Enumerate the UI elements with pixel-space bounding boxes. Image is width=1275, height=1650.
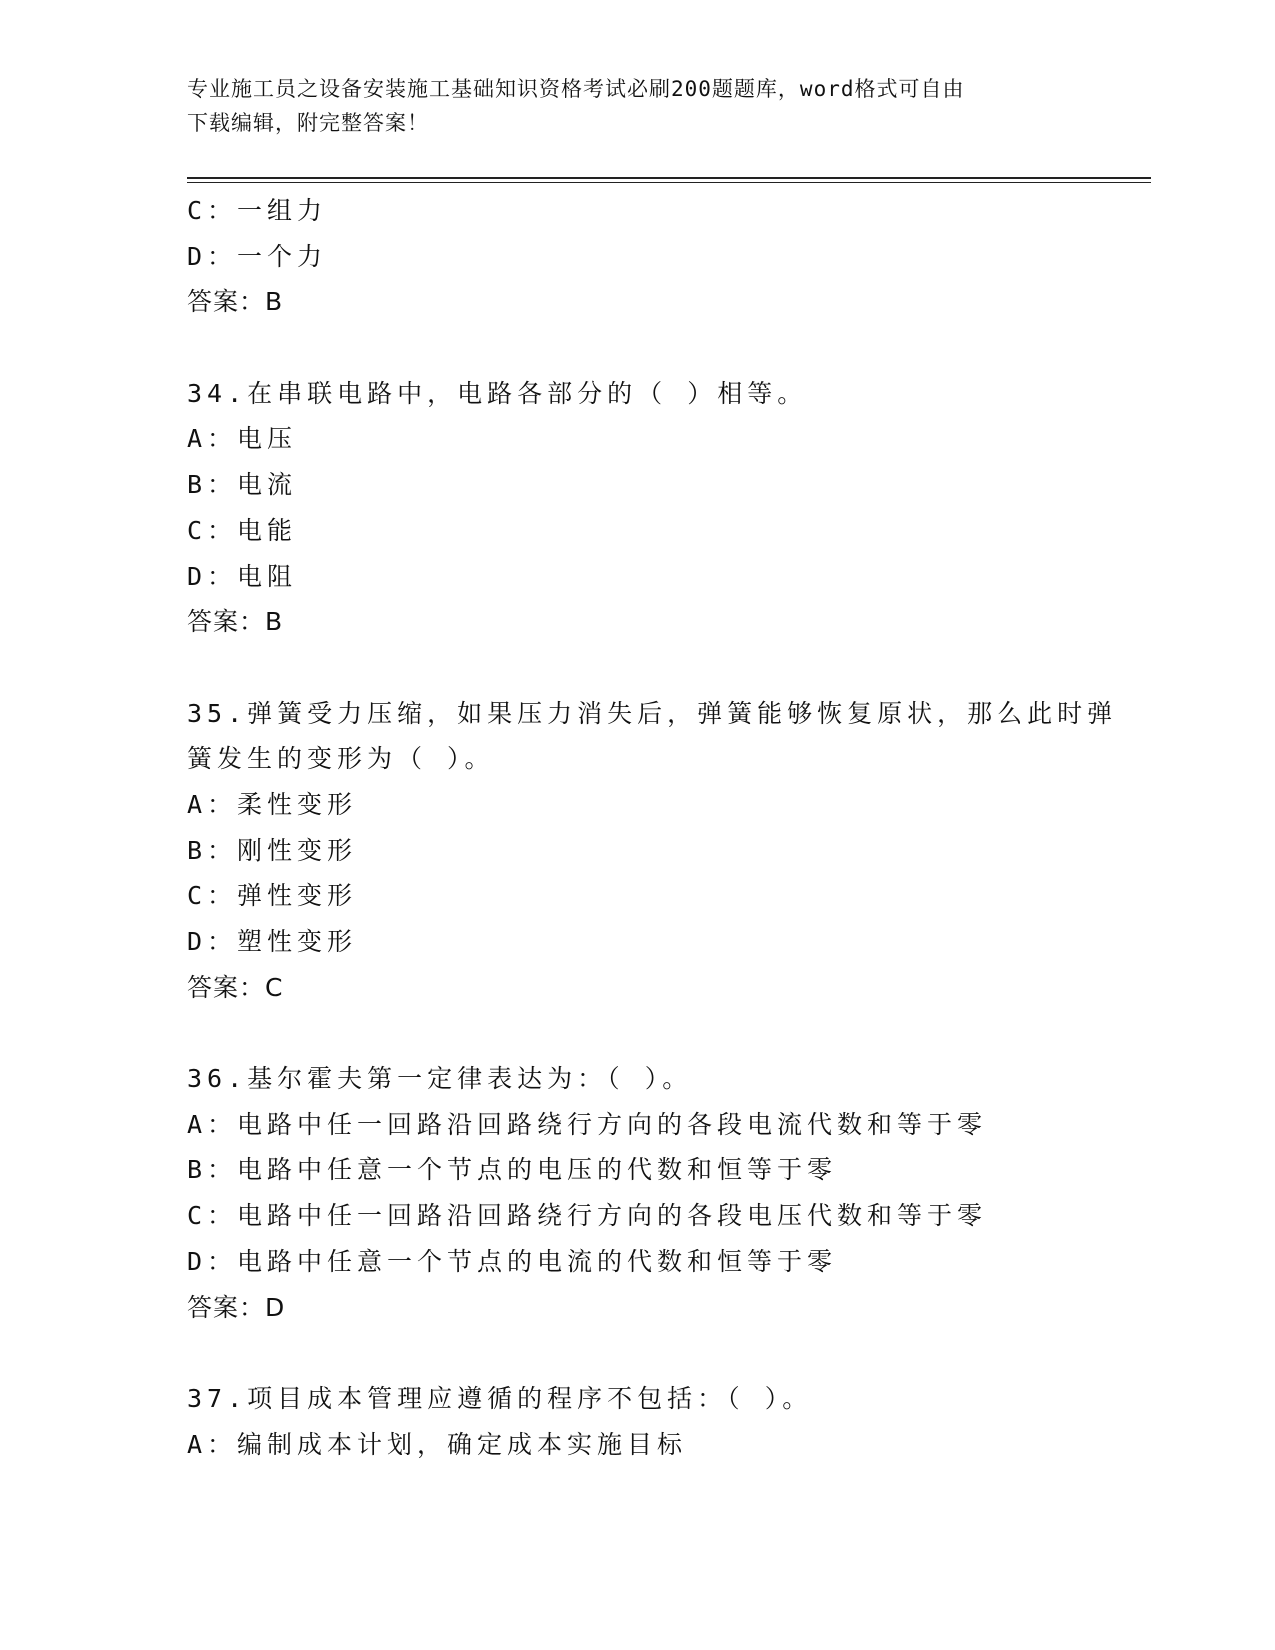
question-37: [187, 1376, 1087, 1467]
option-a: A：电路中任一回路沿回路绕行方向的各段电流代数和等于零: [187, 1109, 988, 1139]
header-line-2: 下载编辑，附完整答案！: [187, 111, 429, 135]
question-stem: 37.项目成本管理应遵循的程序不包括：（ ）。: [187, 1383, 813, 1413]
option-c: C：电能: [187, 515, 298, 545]
header-rule-thick: [187, 177, 1151, 179]
option-b: B：电路中任意一个节点的电压的代数和恒等于零: [187, 1155, 838, 1185]
header-line-1: 专业施工员之设备安装施工基础知识资格考试必刷200题题库，word格式可自由: [187, 77, 965, 101]
question-stem: 34.在串联电路中，电路各部分的（ ）相等。: [187, 378, 808, 408]
question-stem: 36.基尔霍夫第一定律表达为：（ ）。: [187, 1064, 693, 1094]
answer: 答案：B: [187, 287, 284, 317]
option-d: D：电路中任意一个节点的电流的代数和恒等于零: [187, 1246, 838, 1276]
option-d: D：塑性变形: [187, 927, 358, 956]
option-a: A：电压: [187, 424, 298, 454]
question-stem: 35.弹簧受力压缩，如果压力消失后，弹簧能够恢复原状，那么此时弹: [187, 698, 1118, 728]
question-stem-continued: 簧发生的变形为（ ）。: [187, 744, 495, 774]
option-c: C：电路中任一回路沿回路绕行方向的各段电压代数和等于零: [187, 1201, 988, 1231]
option-a: A：编制成本计划，确定成本实施目标: [187, 1429, 688, 1459]
question-list: [187, 188, 1118, 1467]
option-b: B：刚性变形: [187, 835, 358, 865]
option-d: D：电阻: [187, 561, 298, 591]
question-35: [187, 691, 1118, 1011]
document-header: [187, 72, 1087, 140]
previous-question-tail: [187, 188, 1087, 325]
answer: 答案：C: [187, 972, 284, 1002]
option-d: D：一个力: [187, 241, 328, 271]
header-rule-thin: [187, 182, 1151, 183]
option-c: C：弹性变形: [187, 881, 358, 911]
option-a: A：柔性变形: [187, 789, 358, 819]
question-36: [187, 1056, 1087, 1330]
option-b: B：电流: [187, 470, 298, 500]
answer: 答案：D: [187, 1292, 286, 1322]
answer: 答案：B: [187, 607, 284, 637]
option-c: C：一组力: [187, 196, 328, 225]
question-34: [187, 371, 1087, 645]
